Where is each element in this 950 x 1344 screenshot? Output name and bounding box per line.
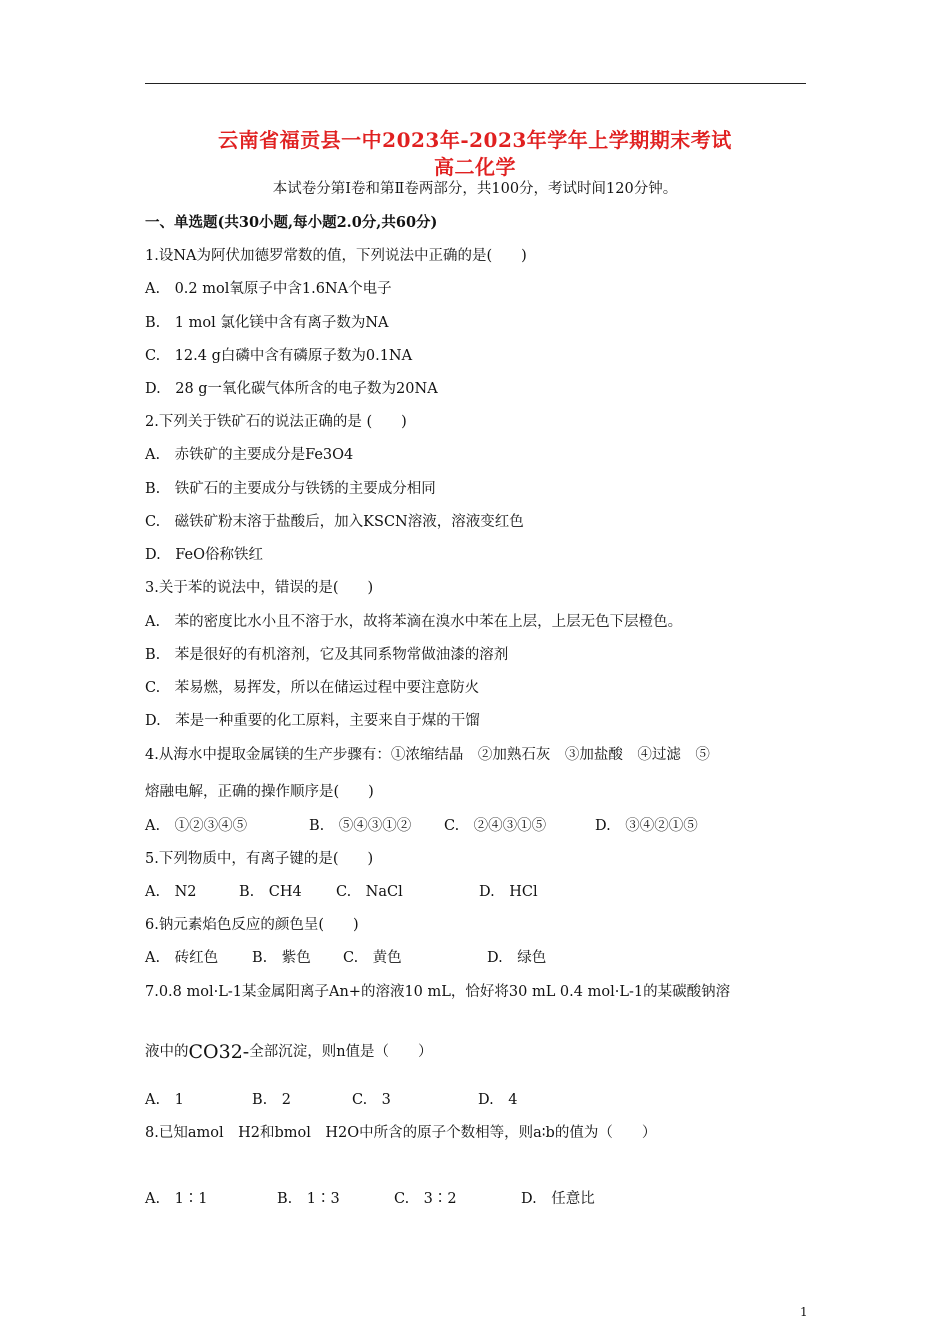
question-2-option-b: B. 铁矿石的主要成分与铁锈的主要成分相同	[145, 481, 436, 497]
question-6-options	[145, 946, 546, 967]
question-7-option-a: A. 1	[145, 1092, 184, 1108]
question-7-stem-pre: 液中的	[145, 1044, 189, 1060]
question-7-option-d: D. 4	[478, 1092, 518, 1108]
question-2-option-a: A. 赤铁矿的主要成分是Fe3O4	[145, 447, 354, 463]
question-6-option-b: B. 紫色	[252, 950, 311, 966]
question-6-option-d: D. 绿色	[487, 950, 547, 966]
question-3-option-d: D. 苯是一种重要的化工原料，主要来自于煤的干馏	[145, 713, 480, 729]
question-7-stem-line2	[145, 1040, 433, 1063]
question-5-option-a: A. N2	[145, 884, 197, 900]
question-5-option-d: D. HCl	[479, 884, 538, 900]
question-8-options	[145, 1187, 595, 1208]
question-2-stem: 2.下列关于铁矿石的说法正确的是 ( )	[145, 414, 407, 430]
question-5-options	[145, 880, 538, 901]
question-8-option-d: D. 任意比	[521, 1191, 595, 1207]
question-7-option-b: B. 2	[252, 1092, 291, 1108]
question-6-stem: 6.钠元素焰色反应的颜色呈( )	[145, 917, 359, 933]
exam-subject: 高二化学	[434, 155, 516, 179]
question-8-option-b: B. 1∶3	[277, 1191, 340, 1207]
question-8-option-a: A. 1∶1	[145, 1191, 208, 1207]
question-3-stem: 3.关于苯的说法中，错误的是( )	[145, 580, 374, 596]
question-1-option-a: A. 0.2 mol氧原子中含1.6NA个电子	[145, 281, 392, 297]
exam-title: 云南省福贡县一中2023年-2023年学年上学期期末考试	[218, 128, 732, 152]
question-4-stem-line1: 4.从海水中提取金属镁的生产步骤有：①浓缩结晶 ②加熟石灰 ③加盐酸 ④过滤 ⑤	[145, 747, 710, 763]
question-4-option-d: D. ③④②①⑤	[595, 818, 698, 834]
question-1-option-c: C. 12.4 g白磷中含有磷原子数为0.1NA	[145, 348, 413, 364]
question-7-stem-post: 全部沉淀，则n值是（ ）	[249, 1044, 433, 1060]
header-rule	[145, 83, 806, 84]
question-4-options	[145, 814, 698, 835]
question-5-stem: 5.下列物质中，有离子键的是( )	[145, 851, 374, 867]
question-3-option-b: B. 苯是很好的有机溶剂，它及其同系物常做油漆的溶剂	[145, 647, 509, 663]
exam-intro: 本试卷分第Ⅰ卷和第Ⅱ卷两部分，共100分，考试时间120分钟。	[272, 181, 678, 197]
question-2-option-c: C. 磁铁矿粉末溶于盐酸后，加入KSCN溶液，溶液变红色	[145, 514, 524, 530]
question-4-stem-line2: 熔融电解，正确的操作顺序是( )	[145, 784, 374, 800]
question-3-option-c: C. 苯易燃，易挥发，所以在储运过程中要注意防火	[145, 680, 480, 696]
question-2-option-d: D. FeO俗称铁红	[145, 547, 263, 563]
question-7-option-c: C. 3	[352, 1092, 391, 1108]
question-1-stem: 1.设NA为阿伏加德罗常数的值，下列说法中正确的是( )	[145, 248, 527, 264]
question-5-option-b: B. CH4	[239, 884, 302, 900]
section-heading: 一、单选题(共30小题,每小题2.0分,共60分)	[145, 214, 438, 231]
question-8-option-c: C. 3∶2	[394, 1191, 457, 1207]
question-6-option-c: C. 黄色	[343, 950, 402, 966]
question-8-stem: 8.已知amol H2和bmol H2O中所含的原子个数相等，则a∶b的值为（ ）	[145, 1125, 657, 1141]
question-3-option-a: A. 苯的密度比水小且不溶于水，故将苯滴在溴水中苯在上层，上层无色下层橙色。	[145, 614, 683, 630]
carbonate-ion-formula: CO32-	[188, 1041, 250, 1063]
question-6-option-a: A. 砖红色	[145, 950, 219, 966]
question-1-option-b: B. 1 mol 氯化镁中含有离子数为NA	[145, 315, 389, 331]
question-4-option-b: B. ⑤④③①②	[309, 818, 412, 834]
question-4-option-a: A. ①②③④⑤	[145, 818, 248, 834]
question-5-option-c: C. NaCl	[336, 884, 403, 900]
page-number: 1	[800, 1305, 808, 1319]
question-7-options	[145, 1088, 517, 1109]
question-1-option-d: D. 28 g一氧化碳气体所含的电子数为20NA	[145, 381, 438, 397]
question-7-stem-line1: 7.0.8 mol·L-1某金属阳离子An+的溶液10 mL，恰好将30 mL 0.4 mol·L-1的某碳酸钠溶	[145, 984, 731, 1000]
question-4-option-c: C. ②④③①⑤	[444, 818, 547, 834]
